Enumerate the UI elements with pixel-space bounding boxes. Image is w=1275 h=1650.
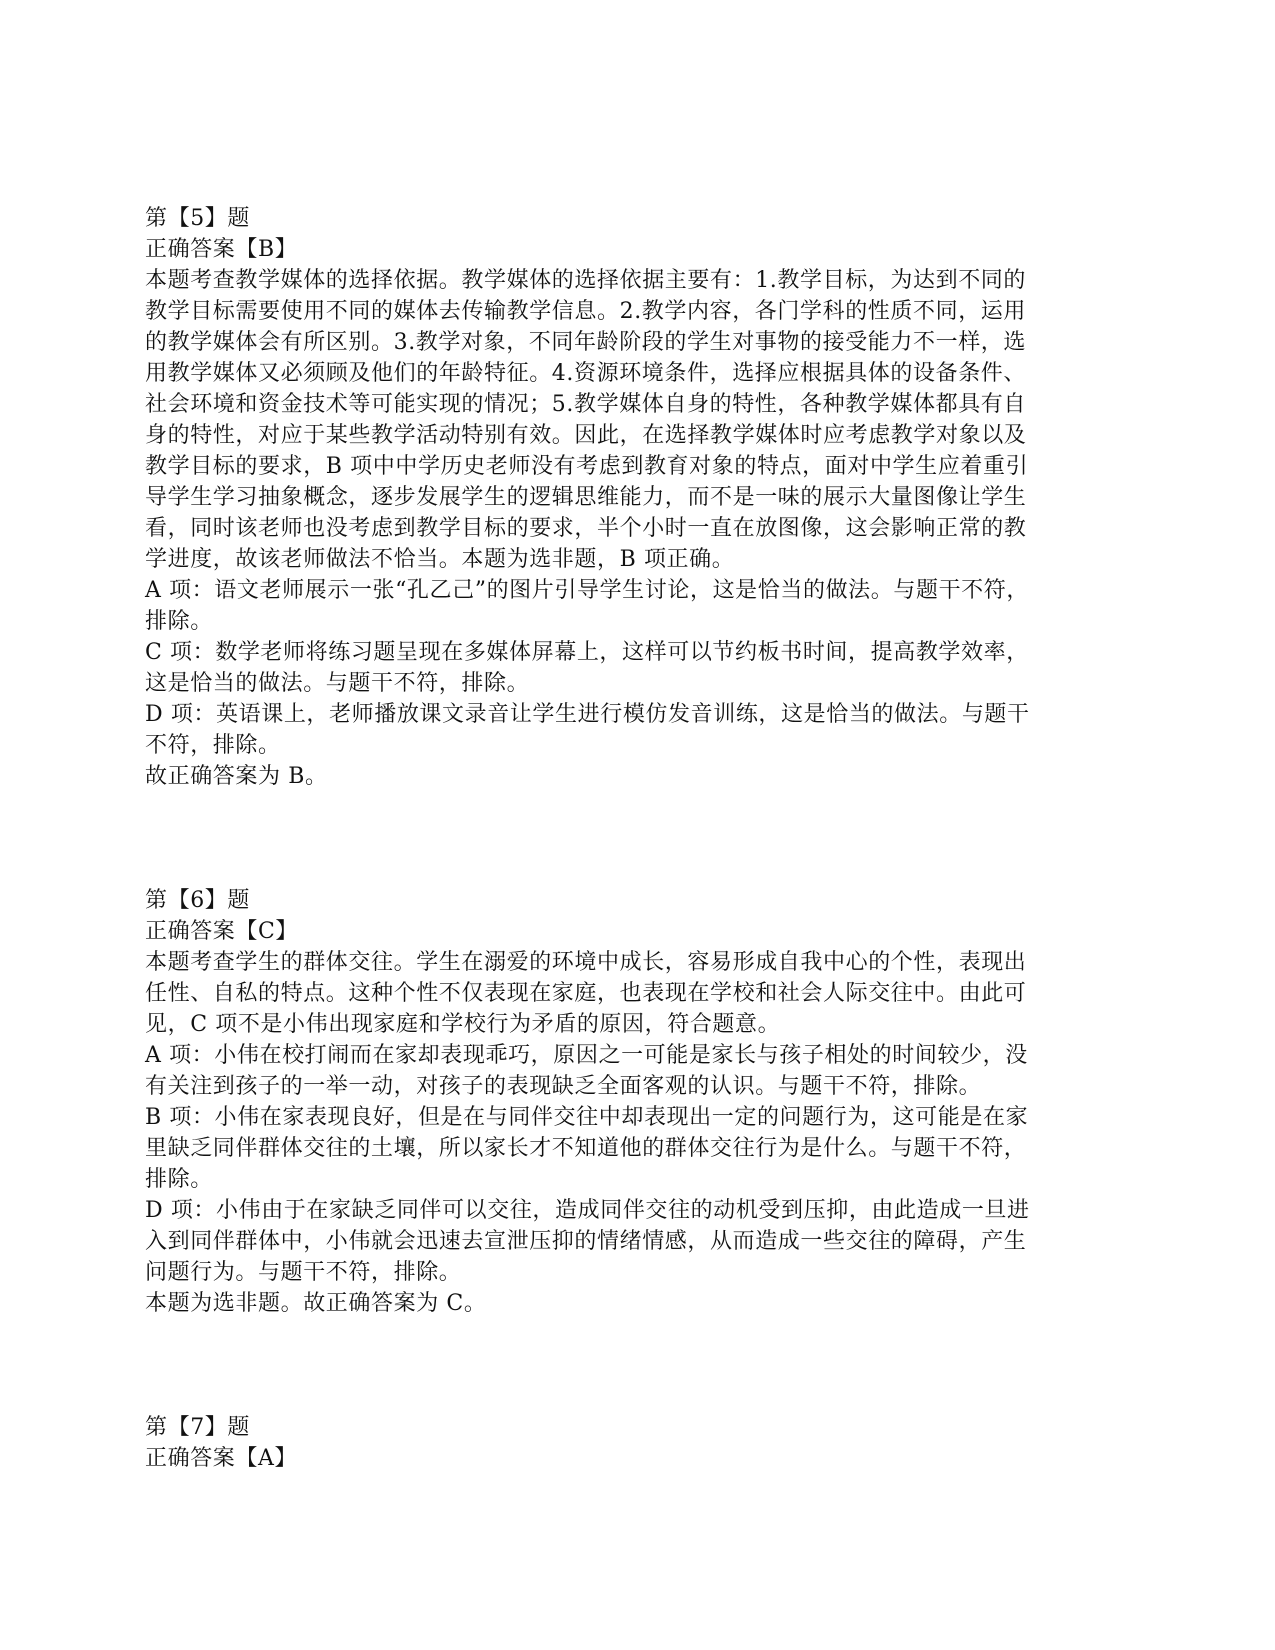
option-a-analysis: A 项：语文老师展示一张“孔乙己”的图片引导学生讨论，这是恰当的做法。与题干不符， (145, 578, 1029, 603)
option-a-analysis: A 项：小伟在校打闹而在家却表现乖巧，原因之一可能是家长与孩子相处的时间较少，没 (145, 1043, 1028, 1068)
explanation-line: 身的特性，对应于某些教学活动特别有效。因此，在选择教学媒体时应考虑教学对象以及 (145, 423, 1027, 448)
document-page (145, 203, 1080, 1474)
explanation-line: 用教学媒体又必须顾及他们的年龄特征。4.资源环境条件，选择应根据具体的设备条件、 (145, 361, 1026, 386)
option-a-analysis: 排除。 (145, 609, 213, 634)
option-d-analysis: D 项：小伟由于在家缺乏同伴可以交往，造成同伴交往的动机受到压抑，由此造成一旦进 (145, 1198, 1030, 1223)
explanation-line: 见，C 项不是小伟出现家庭和学校行为矛盾的原因，符合题意。 (145, 1012, 781, 1037)
option-b-analysis: B 项：小伟在家表现良好，但是在与同伴交往中却表现出一定的问题行为，这可能是在家 (145, 1105, 1029, 1130)
explanation-line: 教学目标的要求，B 项中中学历史老师没有考虑到教育对象的特点，面对中学生应着重引 (145, 454, 1029, 479)
question-6-section (145, 885, 1080, 1319)
option-c-analysis: 这是恰当的做法。与题干不符，排除。 (145, 671, 530, 696)
correct-answer: 正确答案【B】 (145, 237, 298, 262)
option-d-analysis: 问题行为。与题干不符，排除。 (145, 1260, 462, 1285)
option-d-analysis: 入到同伴群体中，小伟就会迅速去宣泄压抑的情绪情感，从而造成一些交往的障碍，产生 (145, 1229, 1027, 1254)
option-d-analysis: 不符，排除。 (145, 733, 281, 758)
explanation-line: 本题考查教学媒体的选择依据。教学媒体的选择依据主要有：1.教学目标，为达到不同的 (145, 268, 1026, 293)
section-spacer (145, 1319, 1080, 1412)
explanation-line: 任性、自私的特点。这种个性不仅表现在家庭，也表现在学校和社会人际交往中。由此可 (145, 981, 1027, 1006)
option-b-analysis: 排除。 (145, 1167, 213, 1192)
option-a-analysis: 有关注到孩子的一举一动，对孩子的表现缺乏全面客观的认识。与题干不符，排除。 (145, 1074, 982, 1099)
explanation-line: 看，同时该老师也没考虑到教学目标的要求，半个小时一直在放图像，这会影响正常的教 (145, 516, 1027, 541)
correct-answer: 正确答案【A】 (145, 1446, 298, 1471)
explanation-line: 本题考查学生的群体交往。学生在溺爱的环境中成长，容易形成自我中心的个性，表现出 (145, 950, 1027, 975)
option-b-analysis: 里缺乏同伴群体交往的土壤，所以家长才不知道他的群体交往行为是什么。与题干不符， (145, 1136, 1027, 1161)
correct-answer: 正确答案【C】 (145, 919, 299, 944)
question-title: 第【7】题 (145, 1415, 250, 1440)
explanation-line: 教学目标需要使用不同的媒体去传输教学信息。2.教学内容，各门学科的性质不同，运用 (145, 299, 1026, 324)
explanation-line: 社会环境和资金技术等可能实现的情况；5.教学媒体自身的特性，各种教学媒体都具有自 (145, 392, 1026, 417)
question-title: 第【6】题 (145, 888, 250, 913)
option-d-analysis: D 项：英语课上，老师播放课文录音让学生进行模仿发音训练，这是恰当的做法。与题干 (145, 702, 1030, 727)
final-answer: 本题为选非题。故正确答案为 C。 (145, 1291, 487, 1316)
question-7-section (145, 1412, 1080, 1474)
question-title: 第【5】题 (145, 206, 250, 231)
section-spacer (145, 792, 1080, 885)
explanation-line: 学进度，故该老师做法不恰当。本题为选非题，B 项正确。 (145, 547, 735, 572)
final-answer: 故正确答案为 B。 (145, 764, 328, 789)
explanation-line: 导学生学习抽象概念，逐步发展学生的逻辑思维能力，而不是一味的展示大量图像让学生 (145, 485, 1027, 510)
explanation-line: 的教学媒体会有所区别。3.教学对象，不同年龄阶段的学生对事物的接受能力不一样，选 (145, 330, 1026, 355)
question-5-section (145, 203, 1080, 792)
option-c-analysis: C 项：数学老师将练习题呈现在多媒体屏幕上，这样可以节约板书时间，提高教学效率， (145, 640, 1029, 665)
